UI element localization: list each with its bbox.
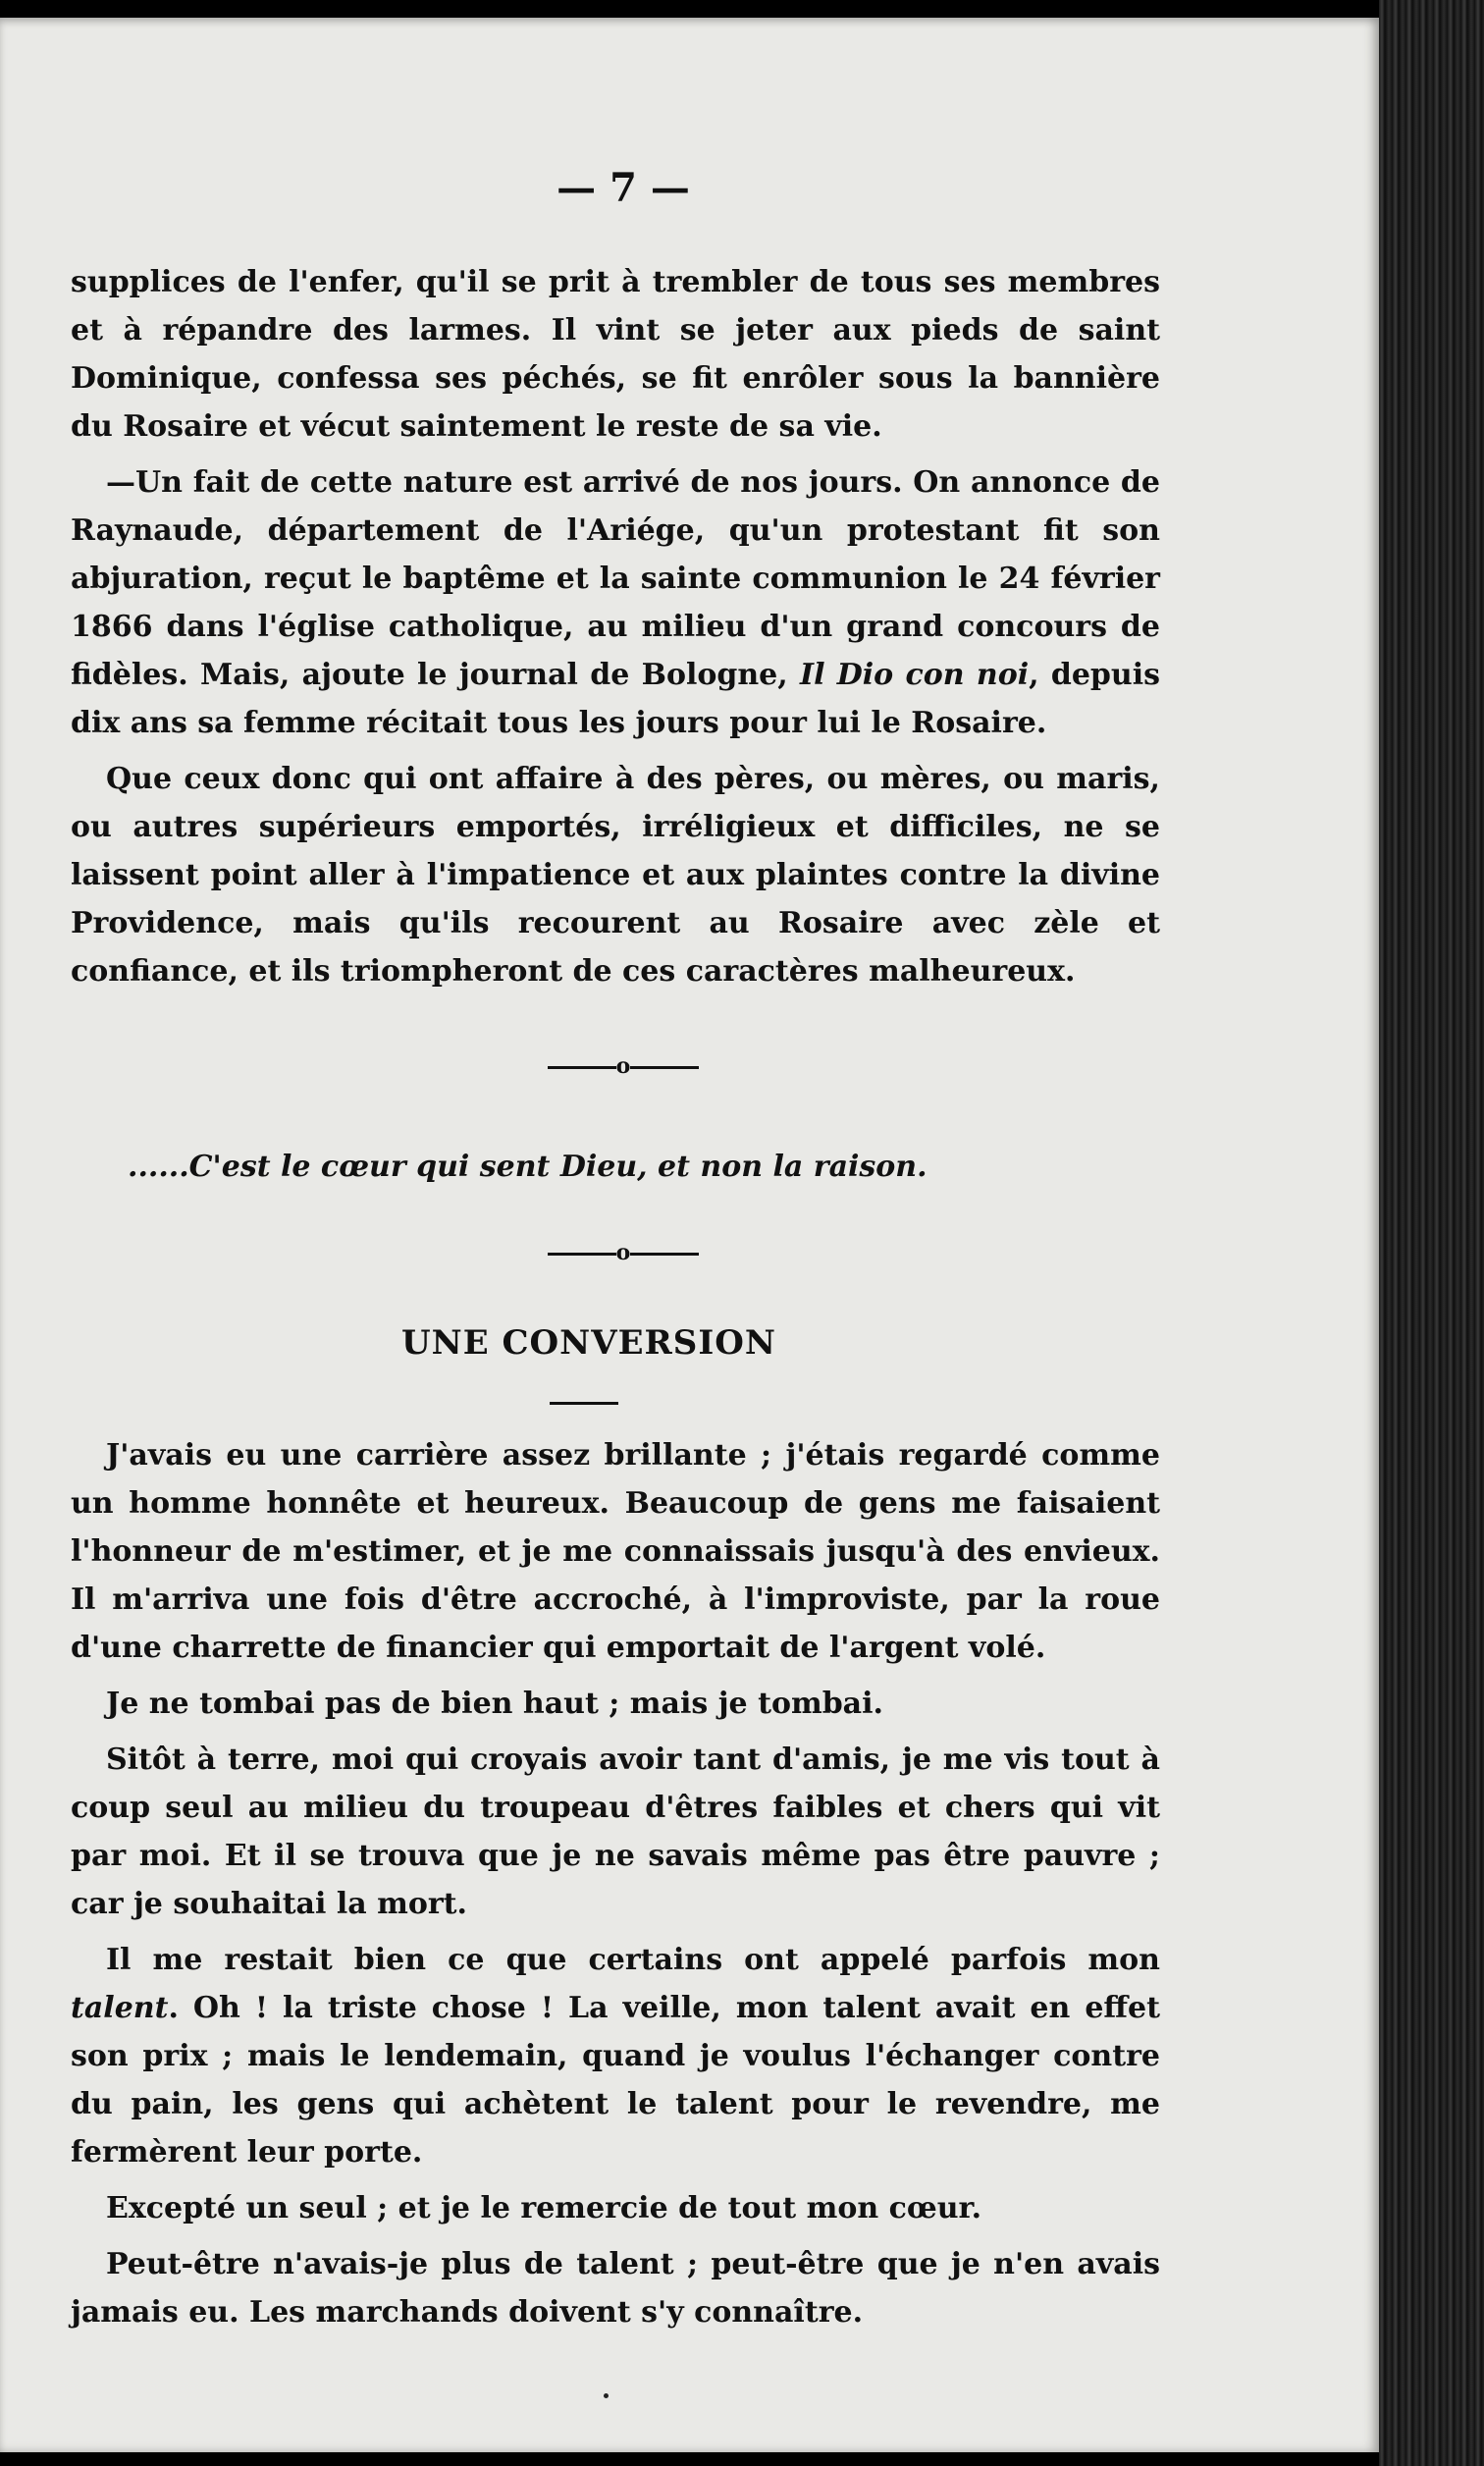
paragraph bbox=[71, 458, 1160, 747]
paragraph-text: . Oh ! la triste chose ! La veille, mon talent avait en effet son prix ; mais le lendemain, quand je voulus l'échanger contre du pain, les gens qui achètent le talent pour le revendre, me fermèrent leur porte. bbox=[71, 1991, 1160, 2170]
heading-rule bbox=[550, 1402, 618, 1405]
separator-mark: o bbox=[615, 1053, 631, 1079]
text-block-bottom bbox=[71, 1431, 1160, 2344]
section-heading: UNE CONVERSION bbox=[401, 1323, 776, 1363]
paragraph: Peut-être n'avais-je plus de talent ; peut-être que je n'en avais jamais eu. Les marchands doivent s'y connaître. bbox=[71, 2247, 1160, 2330]
paragraph-text: , depuis dix ans sa femme récitait tous les jours pour lui le Rosaire. bbox=[71, 658, 1160, 740]
separator-mark: o bbox=[615, 1240, 631, 1265]
text-block-top bbox=[71, 258, 1160, 1003]
quote: ......C'est le cœur qui sent Dieu, et non la raison. bbox=[128, 1150, 928, 1184]
journal-title: Il Dio con noi bbox=[800, 658, 1030, 692]
book-spine bbox=[1379, 0, 1484, 2466]
paragraph: Que ceux donc qui ont affaire à des pères, ou mères, ou maris, ou autres supérieurs emportés, irréligieux et difficiles, ne se laissent point aller à l'impatience et aux plaintes contre la divine Providence, mais qu'ils recourent au Rosaire avec zèle et confiance, et ils triompheront de ces caractères malheureux. bbox=[71, 762, 1160, 989]
paragraph: J'avais eu une carrière assez brillante ; j'étais regardé comme un homme honnête et heureux. Beaucoup de gens me faisaient l'honneur de m'estimer, et je me connaissais jusqu'à des envieux. Il m'arriva une fois d'être accroché, à l'improviste, par la roue d'une charrette de financier qui emportait de l'argent volé. bbox=[71, 1438, 1160, 1665]
paragraph-text: —Un fait de cette nature est arrivé de nos jours. On annonce de Raynaude, département de l'Ariége, qu'un protestant fit son abjuration, reçut le baptême et la sainte communion le 24 février 1866 dans l'église catholique, au milieu d'un grand concours de fidèles. Mais, ajoute le journal de Bologne, bbox=[71, 465, 1160, 692]
paragraph-text: Il me restait bien ce que certains ont appelé parfois mon bbox=[106, 1943, 1160, 1977]
ornament-separator bbox=[0, 1053, 1246, 1079]
paragraph: Je ne tombai pas de bien haut ; mais je tombai. bbox=[106, 1687, 883, 1721]
page-number: — 7 — bbox=[556, 165, 690, 211]
page-speck bbox=[604, 2393, 609, 2398]
paragraph: Excepté un seul ; et je le remercie de tout mon cœur. bbox=[106, 2191, 982, 2225]
emphasis: talent bbox=[71, 1991, 169, 2025]
paragraph: Sitôt à terre, moi qui croyais avoir tant d'amis, je me vis tout à coup seul au milieu du troupeau d'êtres faibles et chers qui vit par moi. Et il se trouva que je ne savais même pas être pauvre ; car je souhaitai la mort. bbox=[71, 1742, 1160, 1921]
ornament-separator bbox=[0, 1240, 1246, 1265]
paragraph bbox=[71, 1936, 1160, 2176]
paragraph: supplices de l'enfer, qu'il se prit à trembler de tous ses membres et à répandre des larmes. Il vint se jeter aux pieds de saint Dominique, confessa ses péchés, se fit enrôler sous la bannière du Rosaire et vécut saintement le reste de sa vie. bbox=[71, 265, 1160, 444]
book-page bbox=[0, 18, 1379, 2452]
